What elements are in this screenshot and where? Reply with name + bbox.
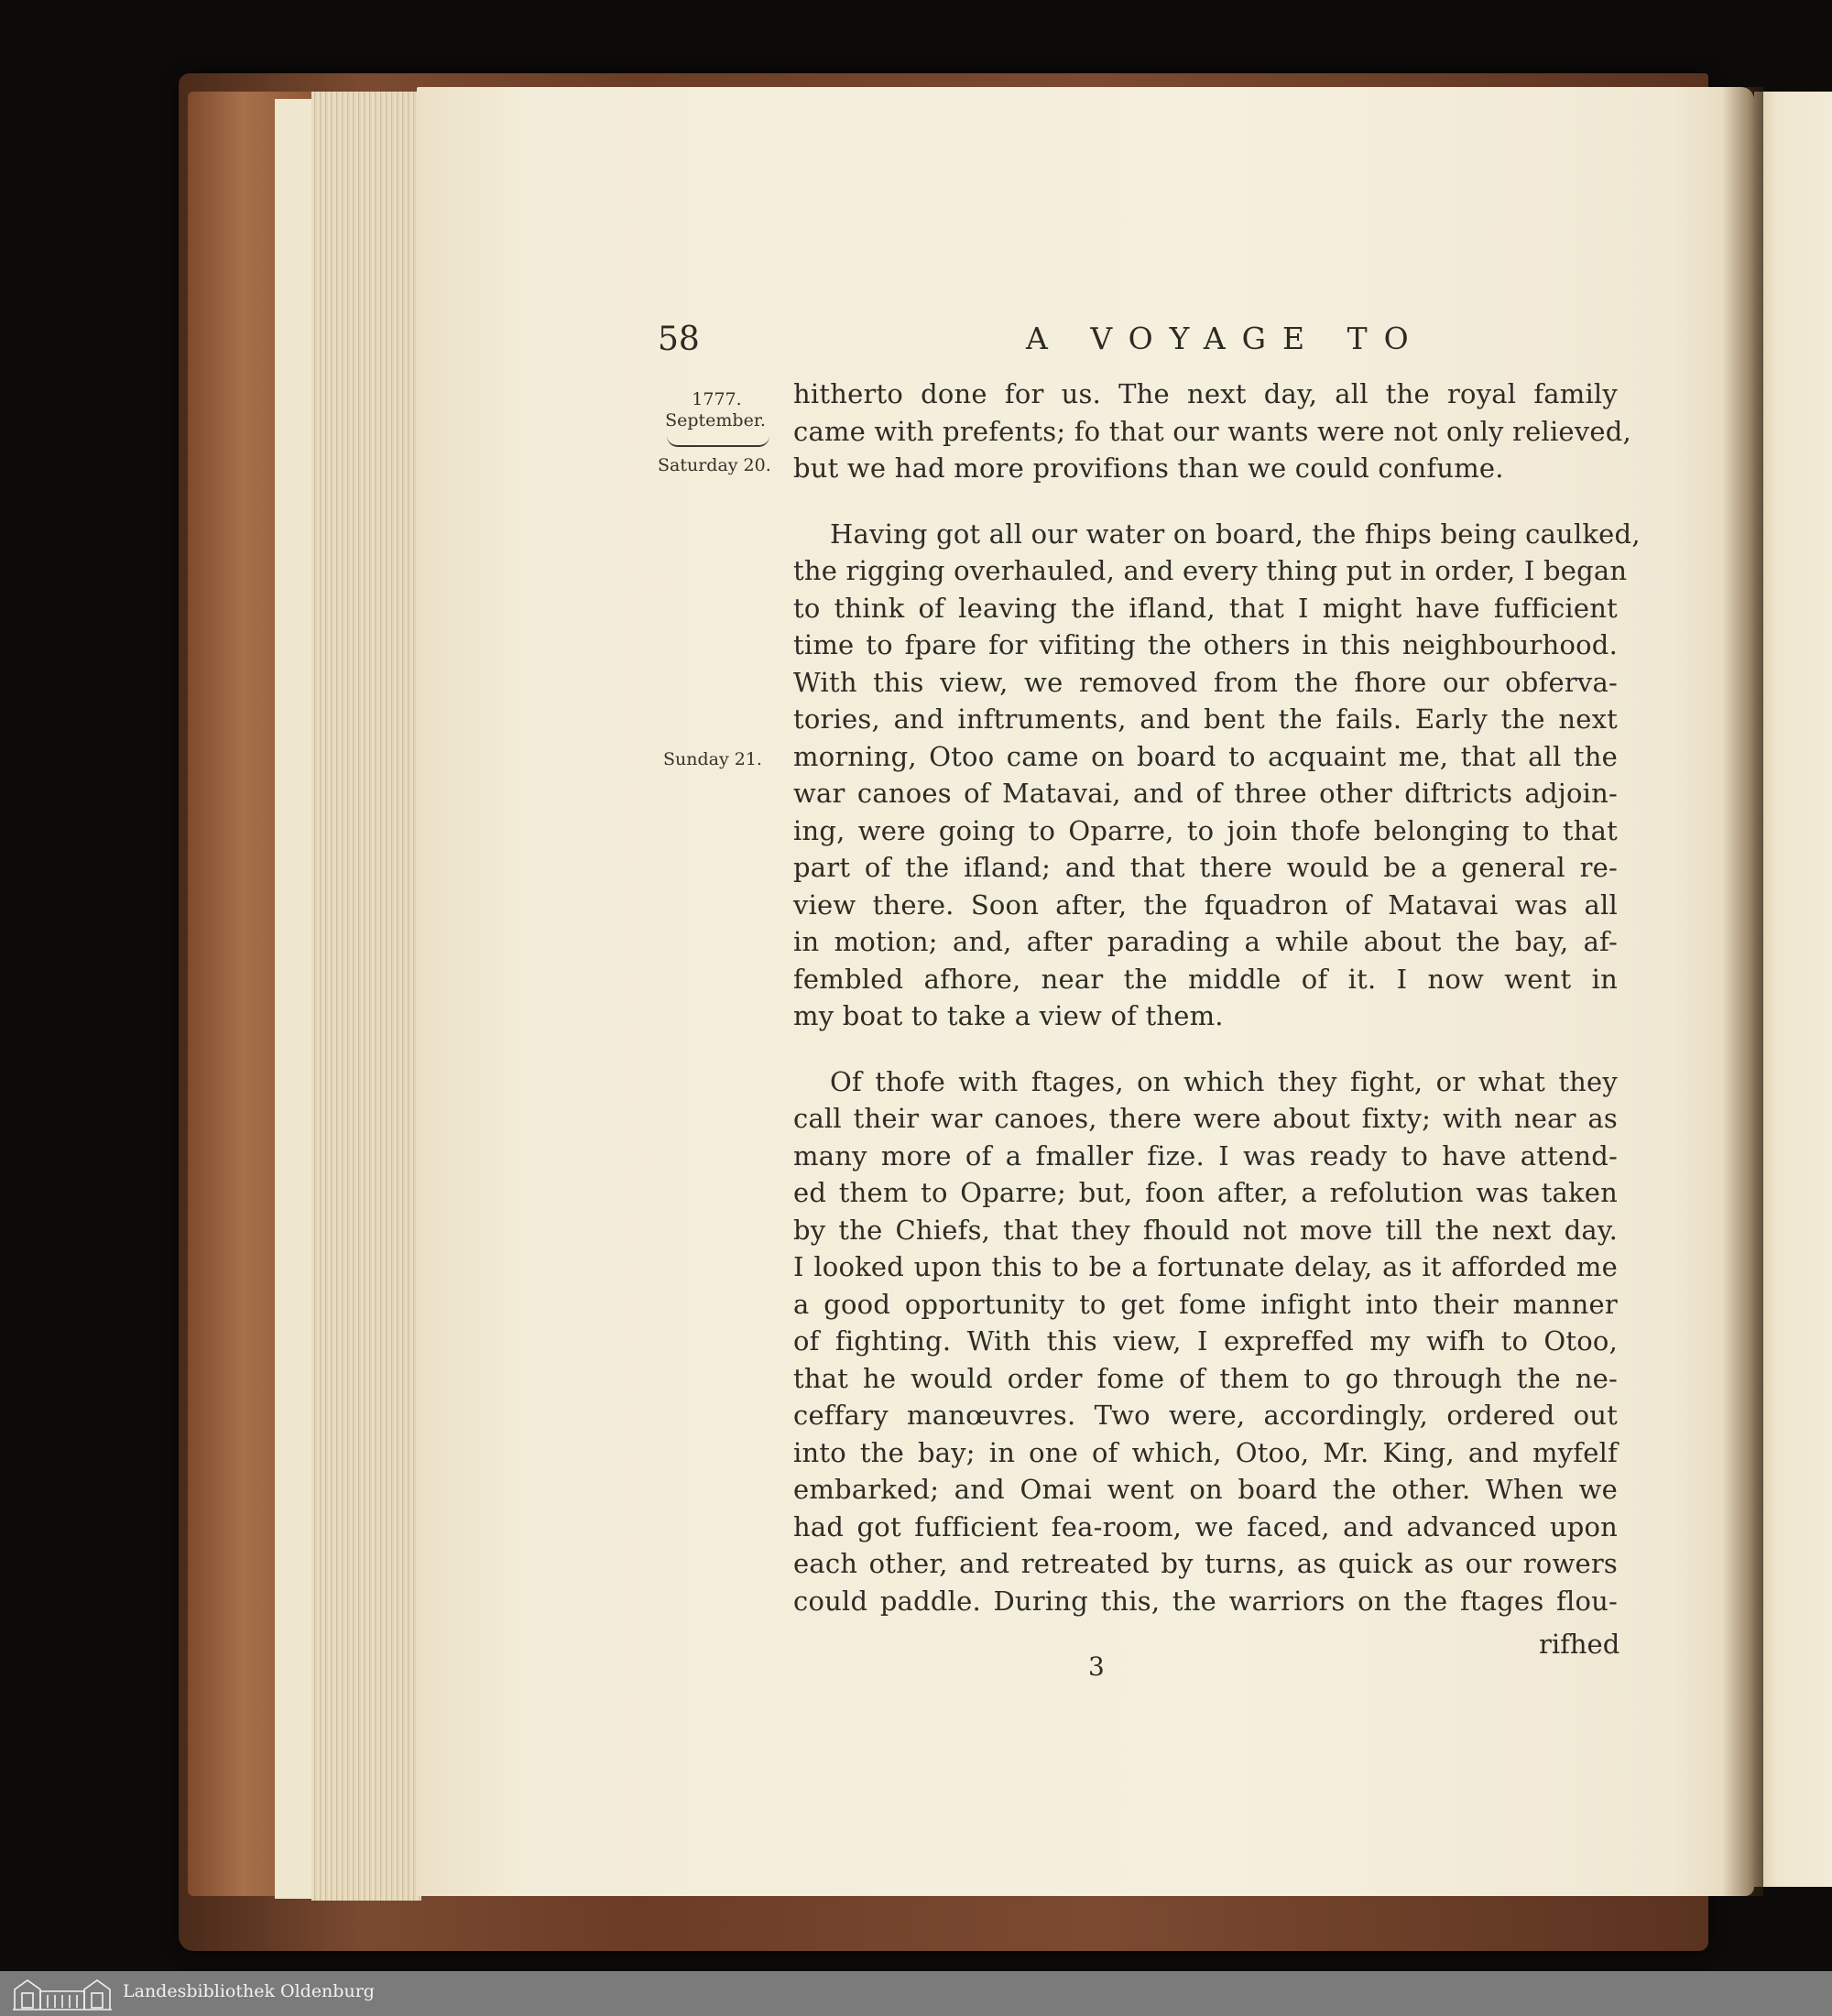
text-line: embarked; and Omai went on board the other. When we [793, 1474, 1618, 1505]
margin-note-saturday: Saturday 20. [658, 455, 771, 475]
page-number: 58 [658, 321, 700, 358]
text-line: into the bay; in one of which, Otoo, Mr. King, and myfelf [793, 1436, 1618, 1468]
text-line: ing, were going to Oparre, to join thofe belonging to that [793, 814, 1618, 846]
text-line: tories, and inftruments, and bent the fails. Early the next [793, 703, 1618, 735]
text-line: the rigging overhauled, and every thing put in order, I began [793, 555, 1628, 586]
gutter-shadow [1722, 87, 1763, 1896]
text-line: I looked upon this to be a fortunate delay, as it afforded me [793, 1251, 1618, 1282]
text-line: a good opportunity to get fome infight into their manner [793, 1288, 1618, 1320]
text-line: war canoes of Matavai, and of three other diftricts adjoin- [793, 778, 1618, 809]
endpaper [275, 99, 316, 1899]
text-line: fembled afhore, near the middle of it. I now went in [793, 963, 1618, 995]
text-line: could paddle. During this, the warriors on the ftages flou- [793, 1585, 1618, 1617]
running-title: A VOYAGE TO [1026, 321, 1425, 356]
text-line: in motion; and, after parading a while about the bay, af- [793, 926, 1618, 957]
text-line: to think of leaving the ifland, that I might have fufficient [793, 592, 1618, 624]
text-line: by the Chiefs, that they fhould not move till the next day. [793, 1214, 1618, 1246]
text-line: came with prefents; fo that our wants were not only relieved, [793, 415, 1631, 447]
text-line: With this view, we removed from the fhore our obferva- [793, 666, 1618, 698]
margin-note-month: September. [665, 410, 766, 430]
text-line: each other, and retreated by turns, as quick as our rowers [793, 1548, 1618, 1579]
body-text [793, 376, 1641, 1619]
text-line: had got fufficient fea-room, we faced, and advanced upon [793, 1510, 1618, 1542]
text-line: ceffary manœuvres. Two were, accordingly, ordered out [793, 1400, 1618, 1431]
margin-brace [667, 436, 769, 447]
text-line: view there. Soon after, the fquadron of Matavai was all [793, 888, 1618, 921]
signature-mark: 3 [1088, 1651, 1105, 1682]
text-line: Having got all our water on board, the fhips being caulked, [830, 518, 1641, 550]
library-name: Landesbibliothek Oldenburg [123, 1981, 375, 2001]
library-building-logo [11, 1977, 114, 2011]
text-line: call their war canoes, there were about fixty; with near as [793, 1103, 1618, 1134]
catchword: rifhed [1539, 1629, 1620, 1660]
text-line: ed them to Oparre; but, foon after, a refolution was taken [793, 1177, 1618, 1208]
text-line: hitherto done for us. The next day, all the royal family [793, 378, 1618, 409]
text-line: but we had more provifions than we could confume. [793, 452, 1504, 484]
margin-note-year: 1777. [692, 389, 742, 409]
text-line: that he would order fome of them to go through the ne- [793, 1362, 1618, 1394]
text-line: of fighting. With this view, I expreffed my wifh to Otoo, [793, 1325, 1618, 1357]
page-edges [311, 92, 421, 1901]
text-line: Of thofe with ftages, on which they fight, or what they [830, 1065, 1618, 1097]
margin-note-sunday: Sunday 21. [663, 749, 762, 769]
text-line: morning, Otoo came on board to acquaint me, that all the [793, 740, 1618, 772]
library-footer [0, 1971, 1832, 2016]
text-line: part of the ifland; and that there would be a general re- [793, 852, 1618, 883]
facing-page-edge [1754, 92, 1832, 1887]
text-line: time to fpare for vifiting the others in this neighbourhood. [793, 629, 1618, 660]
text-line: many more of a fmaller fize. I was ready to have attend- [793, 1139, 1618, 1171]
text-line: my boat to take a view of them. [793, 1000, 1224, 1031]
